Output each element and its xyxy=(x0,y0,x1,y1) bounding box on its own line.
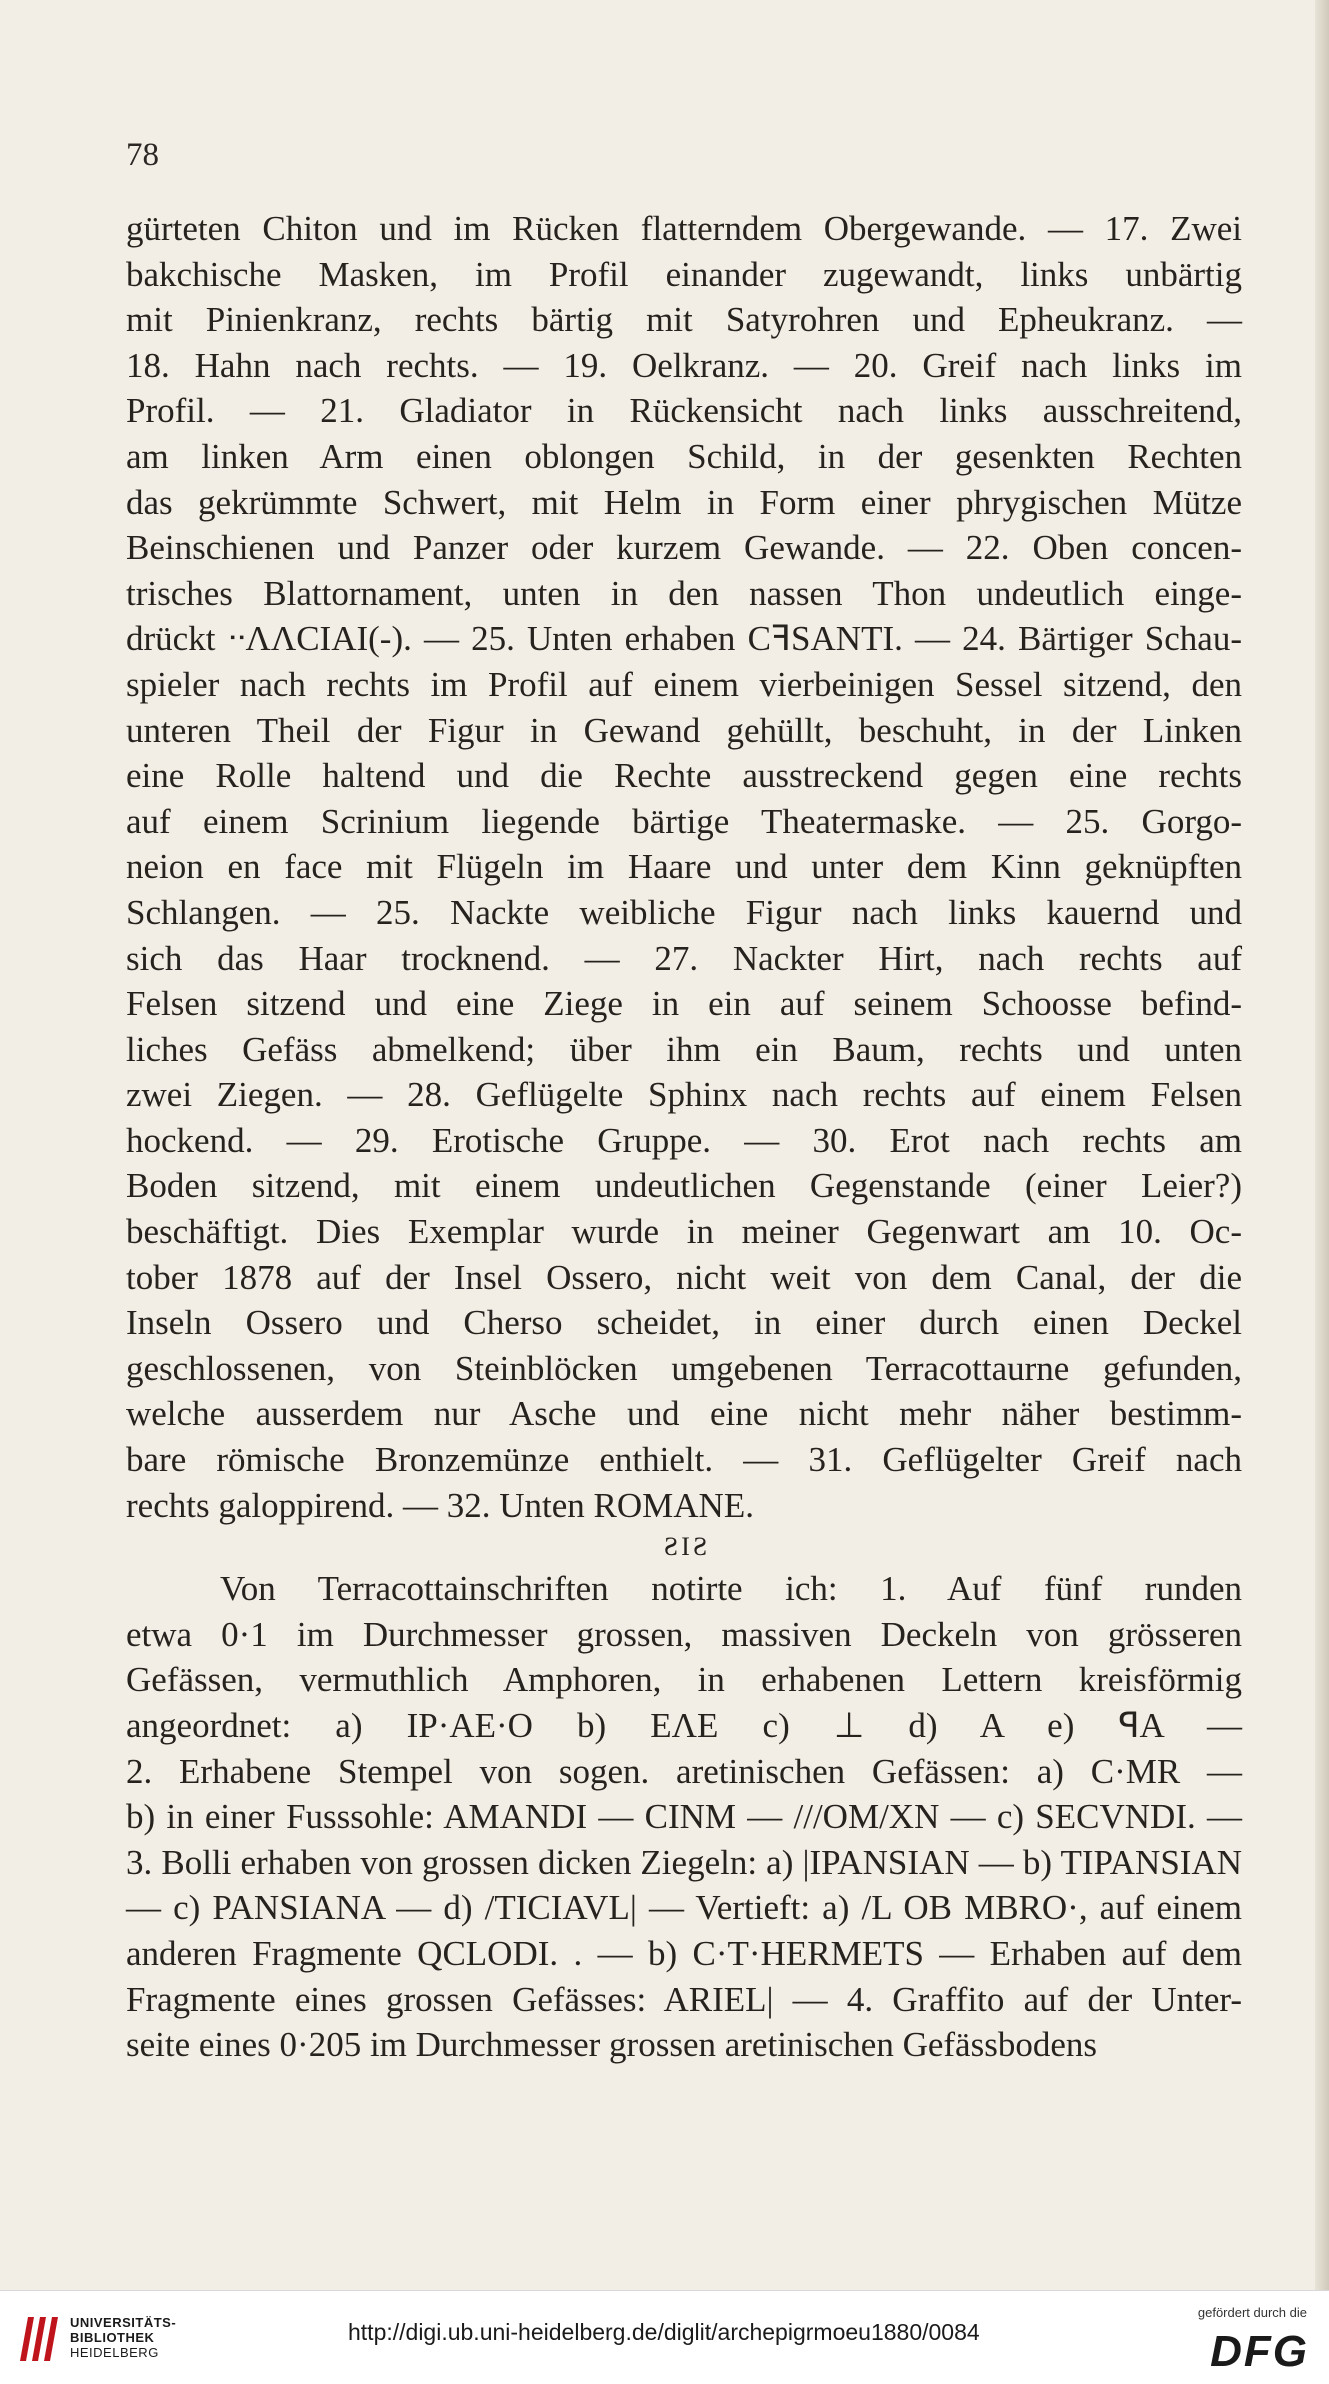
text-line: neion en face mit Flügeln im Haare und unter dem Kinn geknüpften xyxy=(126,847,1242,887)
text-line: bare römische Bronzemünze enthielt. — 31. Geflügelter Greif nach xyxy=(126,1440,1242,1480)
text-line: rechts galoppirend. — 32. Unten ROMANE. xyxy=(126,1485,754,1525)
text-line: etwa 0·1 im Durchmesser grossen, massiven Deckeln von grösseren xyxy=(126,1614,1242,1654)
text-line: Fragmente eines grossen Gefässes: ARIEL| — 4. Graffito auf der Unter- xyxy=(126,1979,1242,2019)
text-line: Boden sitzend, mit einem undeutlichen Gegenstande (einer Leier?) xyxy=(126,1166,1242,1206)
text-line: Felsen sitzend und eine Ziege in ein auf seinem Schoosse befind- xyxy=(126,984,1242,1024)
text-line: liches Gefäss abmelkend; über ihm ein Baum, rechts und unten xyxy=(126,1029,1242,1069)
text-line: 3. Bolli erhaben von grossen dicken Ziegeln: a) |IPANSIAN — b) TIPANSIAN xyxy=(126,1842,1242,1882)
text-line: auf einem Scrinium liegende bärtige Theatermaske. — 25. Gorgo- xyxy=(126,801,1242,841)
text-line: seite eines 0·205 im Durchmesser grossen aretinischen Gefässbodens xyxy=(126,2025,1097,2065)
library-name-line: HEIDELBERG xyxy=(70,2345,159,2360)
text-line: das gekrümmte Schwert, mit Helm in Form einer phrygischen Mütze xyxy=(126,482,1242,522)
text-line: Von Terracottainschriften notirte ich: 1. Auf fünf runden xyxy=(220,1569,1242,1609)
page-edge xyxy=(1315,0,1329,2290)
text-line: Beinschienen und Panzer oder kurzem Gewande. — 22. Oben concen- xyxy=(126,528,1242,568)
text-line: Profil. — 21. Gladiator in Rückensicht nach links ausschreitend, xyxy=(126,391,1242,431)
text-line: 2. Erhabene Stempel von sogen. aretinischen Gefässen: a) C·MR — xyxy=(126,1751,1242,1791)
text-line: zwei Ziegen. — 28. Geflügelte Sphinx nach rechts auf einem Felsen xyxy=(126,1075,1242,1115)
source-url-link[interactable]: http://digi.ub.uni-heidelberg.de/diglit/archepigrmoeu1880/0084 xyxy=(348,2319,980,2345)
digitization-footer xyxy=(0,2290,1329,2384)
funded-by-label: gefördert durch die xyxy=(1197,2305,1307,2320)
seal-inscription: SIS xyxy=(660,1532,708,1562)
text-line: — c) PANSIANA — d) /TICIAVL| — Vertieft: a) /L OB MBRO·, auf einem xyxy=(126,1888,1242,1928)
text-line: gürteten Chiton und im Rücken flatterndem Obergewande. — 17. Zwei xyxy=(126,209,1242,248)
text-line: drückt ᐧᐧΛΛCIAI(-). — 25. Unten erhaben CꟻSANTI. — 24. Bärtiger Schau- xyxy=(126,619,1242,659)
library-name xyxy=(70,2315,176,2360)
text-line: trisches Blattornament, unten in den nassen Thon undeutlich einge- xyxy=(126,573,1242,613)
text-line: anderen Fragmente QCLODI. . — b) C·T·HERMETS — Erhaben auf dem xyxy=(126,1933,1242,1973)
library-name-line: UNIVERSITÄTS- xyxy=(70,2315,177,2330)
text-line: tober 1878 auf der Insel Ossero, nicht weit von dem Canal, der die xyxy=(126,1257,1242,1297)
text-line: geschlossenen, von Steinblöcken umgebenen Terracottaurne gefunden, xyxy=(126,1348,1242,1388)
text-line: mit Pinienkranz, rechts bärtig mit Satyrohren und Epheukranz. — xyxy=(126,300,1242,340)
library-name-line: BIBLIOTHEK xyxy=(70,2330,155,2345)
body-text xyxy=(126,206,1242,2068)
text-line: sich das Haar trocknend. — 27. Nackter Hirt, nach rechts auf xyxy=(126,938,1242,978)
library-logo-icon xyxy=(14,2309,60,2367)
text-line: spieler nach rechts im Profil auf einem vierbeinigen Sessel sitzend, den xyxy=(126,664,1242,704)
text-line: bakchische Masken, im Profil einander zugewandt, links unbärtig xyxy=(126,254,1242,294)
text-line: Schlangen. — 25. Nackte weibliche Figur nach links kauernd und xyxy=(126,892,1242,932)
text-line: b) in einer Fusssohle: AMANDI — CINM — ///OM/XN — c) SECVNDI. — xyxy=(126,1797,1242,1837)
text-line: welche ausserdem nur Asche und eine nicht mehr näher bestimm- xyxy=(126,1394,1242,1434)
text-line: beschäftigt. Dies Exemplar wurde in meiner Gegenwart am 10. Oc- xyxy=(126,1212,1242,1252)
page-number: 78 xyxy=(126,137,159,173)
text-line: am linken Arm einen oblongen Schild, in der gesenkten Rechten xyxy=(126,436,1242,476)
text-line: 18. Hahn nach rechts. — 19. Oelkranz. — 20. Greif nach links im xyxy=(126,345,1242,385)
text-line: Inseln Ossero und Cherso scheidet, in einer durch einen Deckel xyxy=(126,1303,1242,1343)
text-line: angeordnet: a) IP·AE·O b) EΛE c) ⊥ d) A e) ꟼA — xyxy=(126,1706,1242,1745)
text-line: Gefässen, vermuthlich Amphoren, in erhabenen Lettern kreisförmig xyxy=(126,1660,1242,1700)
text-line: hockend. — 29. Erotische Gruppe. — 30. Erot nach rechts am xyxy=(126,1120,1242,1160)
text-line: eine Rolle haltend und die Rechte ausstreckend gegen eine rechts xyxy=(126,756,1242,796)
dfg-logo: DFG xyxy=(1210,2327,1309,2376)
text-line: unteren Theil der Figur in Gewand gehüllt, beschuht, in der Linken xyxy=(126,710,1242,750)
